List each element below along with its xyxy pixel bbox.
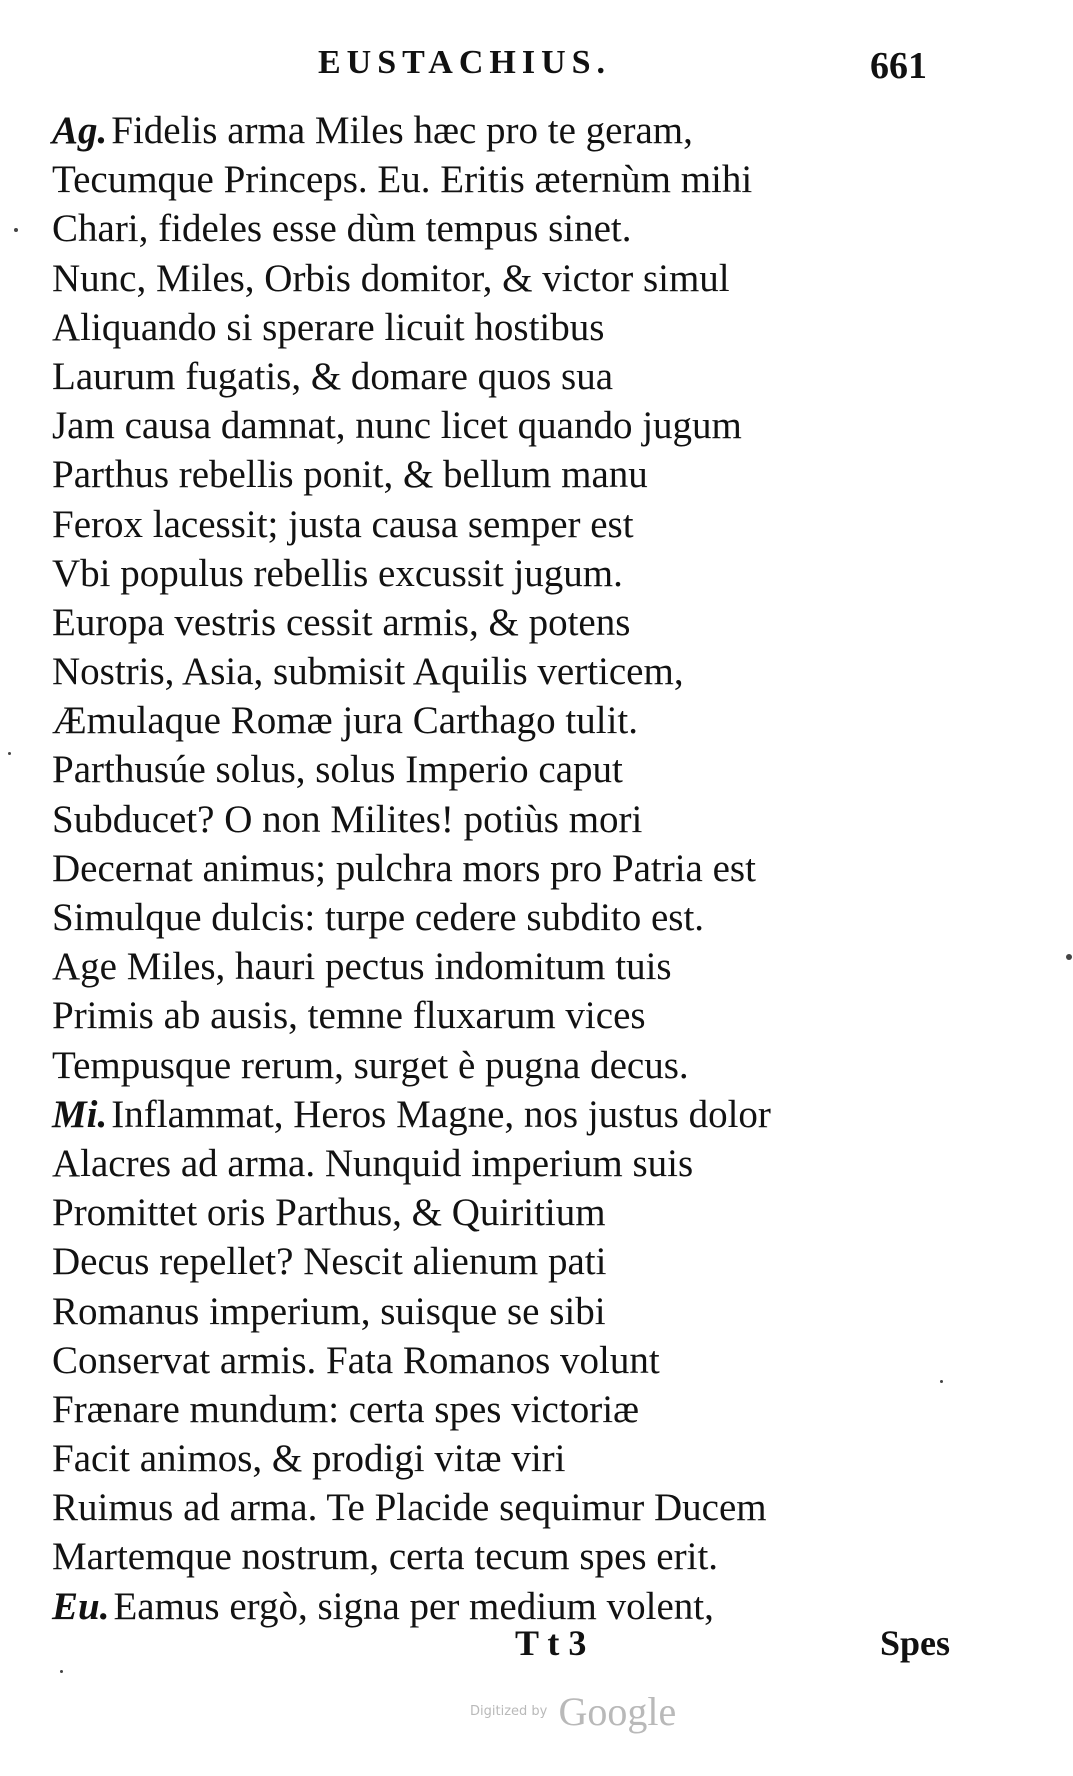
speaker-label: Mi. — [52, 1092, 108, 1136]
verse-line — [52, 795, 1012, 844]
verse-line-text: Romanus imperium, suisque se sibi — [52, 1289, 606, 1333]
running-head-title: EUSTACHIUS. — [318, 44, 612, 81]
verse-line-text: Nunc, Miles, Orbis domitor, & victor simul — [52, 256, 730, 300]
verse-line-text: Ferox lacessit; justa causa semper est — [52, 502, 634, 546]
verse-line-text: Age Miles, hauri pectus indomitum tuis — [52, 945, 672, 989]
verse-line — [52, 352, 1012, 401]
verse-line — [52, 745, 1012, 794]
verse-line-text: Frænare mundum: certa spes victoriæ — [52, 1387, 640, 1431]
verse-line — [52, 647, 1012, 696]
verse-line-text: Jam causa damnat, nunc licet quando jugum — [52, 404, 742, 448]
running-head — [0, 40, 1073, 100]
verse-line-text: Simulque dulcis: turpe cedere subdito est. — [52, 896, 705, 939]
speaker-label: Ag. — [52, 109, 108, 152]
verse-line — [52, 106, 1012, 155]
verse-line-text: Primis ab ausis, temne fluxarum vices — [52, 994, 646, 1038]
verse-line-text: Europa vestris cessit armis, & potens — [52, 600, 631, 644]
scan-speck — [1066, 954, 1072, 960]
verse-line-text: Chari, fideles esse dùm tempus sinet. — [52, 207, 632, 251]
verse-line-text: Laurum fugatis, & domare quos sua — [52, 354, 614, 398]
verse-line-text: Conservat armis. Fata Romanos volunt — [52, 1338, 660, 1382]
verse-line-text: Parthusúe solus, solus Imperio caput — [52, 748, 623, 792]
verse-line-text: Vbi populus rebellis excussit jugum. — [52, 551, 623, 595]
verse-line — [52, 254, 1012, 303]
verse-line — [52, 450, 1012, 499]
verse-line — [52, 500, 1012, 549]
verse-line — [52, 844, 1012, 893]
verse-line-text: Alacres ad arma. Nunquid imperium suis — [52, 1141, 694, 1185]
page-number: 661 — [870, 45, 927, 87]
watermark-prefix: Digitized by — [470, 1704, 548, 1719]
verse-line-text: Ruimus ad arma. Te Placide sequimur Ducem — [52, 1486, 767, 1530]
verse-line — [52, 893, 1012, 942]
catchword: Spes — [880, 1623, 951, 1663]
verse-line — [52, 942, 1012, 991]
verse-line-text: Eamus ergò, signa per medium volent, — [113, 1584, 714, 1628]
verse-line — [52, 1041, 1012, 1090]
verse-line-text: Promittet oris Parthus, & Quiritium — [52, 1191, 606, 1235]
verse-line-text: Decus repellet? Nescit alienum pati — [52, 1240, 607, 1284]
watermark-logo: Google — [558, 1689, 677, 1734]
verse-line — [52, 401, 1012, 450]
verse-line — [52, 1287, 1012, 1336]
digitization-watermark — [470, 1688, 676, 1735]
verse-line-text: Tempusque rerum, surget è pugna decus. — [52, 1043, 689, 1087]
verse-line — [52, 204, 1012, 253]
verse-line — [52, 1336, 1012, 1385]
verse-line-text: Decernat animus; pulchra mors pro Patria est — [52, 846, 756, 890]
verse-line — [52, 549, 1012, 598]
verse-line — [52, 1483, 1012, 1532]
verse-line-text: Fidelis arma Miles hæc pro te geram, — [111, 109, 693, 152]
verse-line — [52, 1237, 1012, 1286]
verse-line-text: Nostris, Asia, submisit Aquilis verticem, — [52, 650, 684, 694]
signature-mark: T t 3 — [515, 1623, 587, 1663]
scan-speck — [60, 1670, 63, 1673]
verse-line-text: Martemque nostrum, certa tecum spes erit. — [52, 1535, 719, 1579]
scan-speck — [8, 752, 11, 755]
verse-line — [52, 1532, 1012, 1581]
scan-speck — [940, 1380, 943, 1383]
verse-line — [52, 1139, 1012, 1188]
verse-line-text: Æmulaque Romæ jura Carthago tulit. — [52, 699, 639, 743]
verse-line — [52, 155, 1012, 204]
verse-text — [52, 106, 1012, 1631]
verse-line — [52, 1385, 1012, 1434]
verse-line-text: Facit animos, & prodigi vitæ viri — [52, 1437, 566, 1481]
verse-line — [52, 1434, 1012, 1483]
verse-line-text: Tecumque Princeps. Eu. Eritis æternùm mihi — [52, 158, 753, 202]
verse-line — [52, 696, 1012, 745]
verse-line — [52, 598, 1012, 647]
verse-line — [52, 303, 1012, 352]
verse-line — [52, 991, 1012, 1040]
scan-speck — [14, 228, 18, 232]
verse-line-text: Parthus rebellis ponit, & bellum manu — [52, 453, 648, 497]
verse-line-text: Inflammat, Heros Magne, nos justus dolor — [111, 1092, 771, 1136]
speaker-label: Eu. — [52, 1584, 110, 1628]
verse-line — [52, 1090, 1012, 1139]
verse-line-text: Aliquando si sperare licuit hostibus — [52, 305, 605, 349]
verse-line — [52, 1188, 1012, 1237]
verse-line-text: Subducet? O non Milites! potiùs mori — [52, 797, 643, 841]
